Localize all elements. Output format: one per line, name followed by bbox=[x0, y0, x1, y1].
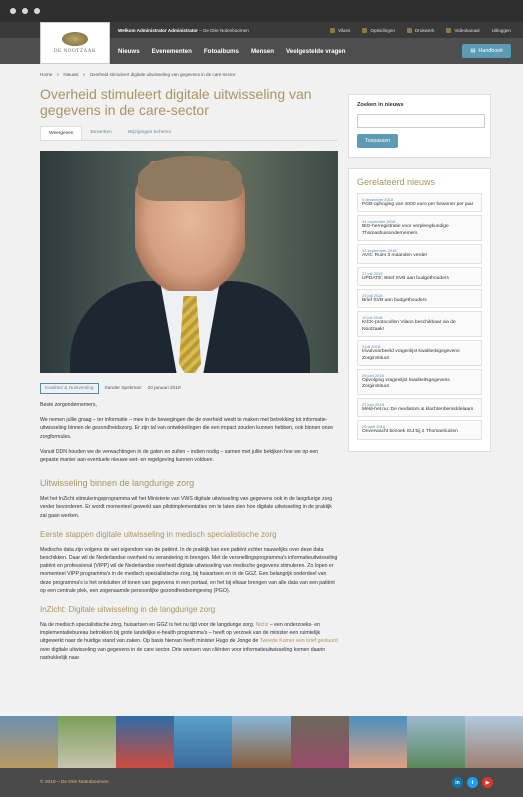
subsection-heading: InZicht: Digitale uitwisseling in de langdurige zorg bbox=[40, 605, 216, 615]
link-icon bbox=[362, 28, 367, 33]
page-content bbox=[30, 64, 493, 661]
related-news-title: Meld-het.nu: De mediators & klachtenbemiddelaars bbox=[362, 406, 474, 412]
related-news-title: Invulvoorbeeld vragenlijst kwaliteitsgegevens Zorginstituut bbox=[362, 349, 460, 361]
related-news-date: 29 juni 2018 bbox=[362, 373, 384, 379]
breadcrumb-nieuws[interactable]: Nieuws bbox=[63, 72, 79, 77]
paragraph: Vanuit DDN houden we de verwachtingen in de gaten en zullen – indien nodig – samen met jullie bekijken hoe we op een gepaste manier aan eventuele nieuwe wet- en regelgeving kunnen voldoen. bbox=[40, 448, 319, 464]
nav-item-mensen[interactable]: Mensen bbox=[250, 47, 275, 55]
logo-text: DE NOOTZAAK bbox=[53, 48, 97, 54]
related-news-item[interactable] bbox=[357, 420, 482, 439]
topbar-link-videokanaal[interactable]: Videokanaal bbox=[446, 28, 479, 33]
linkedin-icon[interactable]: in bbox=[452, 777, 463, 788]
paragraph: Na de medisch specialistische zorg, huisartsen en GGZ is het nu tijd voor de langdurige zorg. Nictiz – een onderzoeks- en implementatiebureau betrokken bij grote landelijke e-health programma's – heeft op verzoek van de minister een ruimtelijk uitgewerkt naar de huidige stand van zaken. Op basis hiervan heeft minister Hugo de Jonge de Tweede Kamer een brief gestuurd over digitale uitwisseling van gegevens in de care sector. Drie wensen van cliënten voor informatieuitwisseling komen daarin nadrukkelijk naar bbox=[40, 622, 338, 661]
sidebar bbox=[348, 94, 491, 452]
related-news-date: 23 juli 2018 bbox=[362, 293, 383, 299]
browser-chrome bbox=[0, 0, 523, 22]
related-news-title: BIG-herregistratie voor verpleegkundige Thomashuisondernemers bbox=[362, 224, 449, 236]
subsection-heading: Eerste stappen digitale uitwisseling in medisch specialistische zorg bbox=[40, 529, 277, 539]
article-tabs bbox=[40, 126, 338, 141]
topbar-link-uitloggen[interactable]: Uitloggen bbox=[491, 27, 511, 33]
copyright: © 2019 – De Drie Notenboomen bbox=[40, 780, 109, 785]
paragraph: We nemen jullie graag – ter informatie – mee in de bewegingen die de overheid westt te maken met betrekking tot informatie-uitwisseling binnen de gezondheidszorg. Er zijn tal van ontwikkelingen die een impact zouden kunnen hebben, ook binnen onze zorgformules. bbox=[40, 417, 334, 440]
breadcrumb-separator: » bbox=[56, 72, 60, 77]
related-news bbox=[348, 168, 491, 452]
tree-logo-icon bbox=[62, 32, 88, 46]
related-news-item[interactable] bbox=[357, 340, 482, 366]
related-news-title: Onverwacht bezoek IGJ bij 2 Thomashuizen bbox=[362, 429, 458, 435]
paragraph: Medische data zijn volgens de wet eigendom van de patiënt. In de praktijk kan een patiënt echter nauwelijks over deze data beschikken. Daar wil de Nederlandse overheid nu verandering in brengen. Met de versnellingsprogramma's informatieuitwisseling patiënt en professional (VIPP) wil de Nederlandse overheid digitale uitwisseling van medische gegevens stimuleren. Zo lopen er momenteel VIPP programma's in de medisch specialistische zorg, bij huisartsen en in de GGZ. Een belangrijk onderdeel van deze programma's is het ontsluiten of tonen van gegevens in een portaal, en het bij elkaar brengen van alle data van een patiënt op een centrale plek, een zogenaamde persoonlijke gezondheidsomgeving (PGO). bbox=[40, 546, 338, 594]
breadcrumb-current: Overheid stimuleert digitale uitwisseling van gegevens in de care-sector bbox=[89, 72, 236, 77]
nictiz-link[interactable]: Nictiz bbox=[255, 622, 269, 629]
related-news-item[interactable] bbox=[357, 215, 482, 241]
related-news-title: PGB-ophoging van 4000 euro per bewoner per jaar bbox=[362, 202, 474, 207]
footer-photo bbox=[291, 716, 349, 768]
window-dot-icon bbox=[34, 8, 40, 14]
nav-item-fotoalbums[interactable]: Fotoalbums bbox=[203, 47, 239, 55]
related-news-item[interactable] bbox=[357, 244, 482, 263]
search-input[interactable] bbox=[357, 114, 485, 128]
breadcrumb-separator: » bbox=[82, 72, 86, 77]
footer-photo bbox=[0, 716, 58, 768]
welcome-text: Welkom Administrator Administrator – De Drie Notenboomen bbox=[118, 27, 249, 33]
article bbox=[40, 86, 338, 662]
footer-photo bbox=[58, 716, 116, 768]
search-label: Zoeken in nieuws bbox=[357, 102, 404, 108]
website bbox=[0, 22, 523, 797]
footer-photo bbox=[465, 716, 523, 768]
related-news-item[interactable] bbox=[357, 289, 482, 308]
link-icon bbox=[446, 28, 451, 33]
article-photo bbox=[40, 151, 338, 373]
related-news-item[interactable] bbox=[357, 398, 482, 417]
related-news-item[interactable] bbox=[357, 311, 482, 337]
page-title: Overheid stimuleert digitale uitwisseling van gegevens in de care-sector bbox=[40, 86, 312, 118]
nav-item-evenementen[interactable]: Evenementen bbox=[151, 47, 192, 55]
related-news-title: Opvolging vragenlijst kwaliteitsgegevens Zorginstituut bbox=[362, 378, 450, 390]
related-news-title: AVG: Ruim 3 maanden verder bbox=[362, 253, 428, 259]
publish-date: 20 januari 2018 bbox=[147, 386, 181, 391]
author: Sander Spekman bbox=[104, 386, 142, 391]
nav-item-veelgestelde-vragen[interactable]: Veelgestelde vragen bbox=[286, 47, 346, 55]
related-news-item[interactable] bbox=[357, 267, 482, 286]
footer-photo bbox=[174, 716, 232, 768]
topbar-link-drukwerk[interactable]: Drukwerk bbox=[407, 28, 434, 33]
apply-button[interactable]: Toepassen bbox=[357, 134, 398, 148]
related-news-date: 27 juni 2018 bbox=[362, 401, 384, 407]
photo-hair bbox=[138, 156, 242, 201]
footer-photo bbox=[349, 716, 407, 768]
breadcrumb-home[interactable]: Home bbox=[40, 72, 53, 77]
tab-wijzigingen-beheren[interactable]: Wijzigingen beheren bbox=[127, 130, 172, 135]
related-news-date: 6 december 2018 bbox=[362, 197, 394, 202]
article-meta bbox=[40, 383, 338, 394]
nav-item-nieuws[interactable]: Nieuws bbox=[118, 47, 140, 55]
related-news-date: 3 juli 2018 bbox=[362, 344, 381, 350]
footer-photo bbox=[232, 716, 290, 768]
breadcrumb bbox=[40, 72, 493, 77]
twitter-icon[interactable]: t bbox=[467, 777, 478, 788]
tab-bewerken[interactable]: Bewerken bbox=[90, 130, 112, 135]
site-logo[interactable] bbox=[40, 22, 110, 64]
footer-photo bbox=[407, 716, 465, 768]
topbar-link-vilans[interactable]: Vilans bbox=[330, 28, 350, 33]
related-news-date: 20 april 2018 bbox=[362, 424, 386, 430]
related-news-title: UPDATE: Brief SVB aan budgethouders bbox=[362, 275, 449, 281]
youtube-icon[interactable]: ▶ bbox=[482, 777, 493, 788]
related-news-date: 14 november 2018 bbox=[362, 219, 396, 225]
paragraph: Met het InZicht stimuleringsprogramma wil het Ministerie van VWS digitale uitwisseling van gegevens ook in de langdurige zorg verder bevorderen. Er wordt momenteel gewerkt aan pilotimplementaties om te laten zien hoe digitale uitwisseling in de praktijk zal gaan werken. bbox=[40, 496, 333, 519]
topbar-link-opleidingen[interactable]: Opleidingen bbox=[362, 28, 395, 33]
category-tag[interactable]: Kwaliteit & Huisvesting bbox=[40, 383, 99, 394]
tab-weergeven[interactable]: Weergeven bbox=[40, 126, 82, 140]
article-body bbox=[40, 401, 338, 662]
book-icon: ▤ bbox=[470, 48, 476, 54]
related-news-list bbox=[357, 193, 482, 440]
handboek-button[interactable]: ▤ Handboek bbox=[462, 44, 511, 58]
news-search bbox=[348, 94, 491, 158]
link-icon bbox=[330, 28, 335, 33]
window-dot-icon bbox=[22, 8, 28, 14]
related-news-title: KICK-protocollen Vilans beschikbaar via de Nootzaak! bbox=[362, 320, 456, 332]
social-links bbox=[452, 777, 493, 788]
related-news-item[interactable] bbox=[357, 369, 482, 395]
related-news-date: 27 juli 2018 bbox=[362, 270, 383, 276]
footer-photo-strip bbox=[0, 716, 523, 768]
related-news-date: 12 september 2018 bbox=[362, 248, 397, 254]
greeting: Beste zorgondernemers, bbox=[40, 402, 97, 408]
footer-photo bbox=[116, 716, 174, 768]
window-dot-icon bbox=[10, 8, 16, 14]
related-news-title: Brief SVB aan budgethouders bbox=[362, 298, 427, 304]
section-heading: Uitwisseling binnen de langdurige zorg bbox=[40, 478, 195, 489]
related-news-date: 19 juli 2018 bbox=[362, 315, 383, 321]
footer bbox=[0, 768, 523, 797]
kamerbrief-link[interactable]: Tweede Kamer een brief gestuurd bbox=[259, 638, 338, 645]
related-news-item[interactable] bbox=[357, 193, 482, 212]
related-news-title: Gerelateerd nieuws bbox=[357, 177, 436, 187]
link-icon bbox=[407, 28, 412, 33]
